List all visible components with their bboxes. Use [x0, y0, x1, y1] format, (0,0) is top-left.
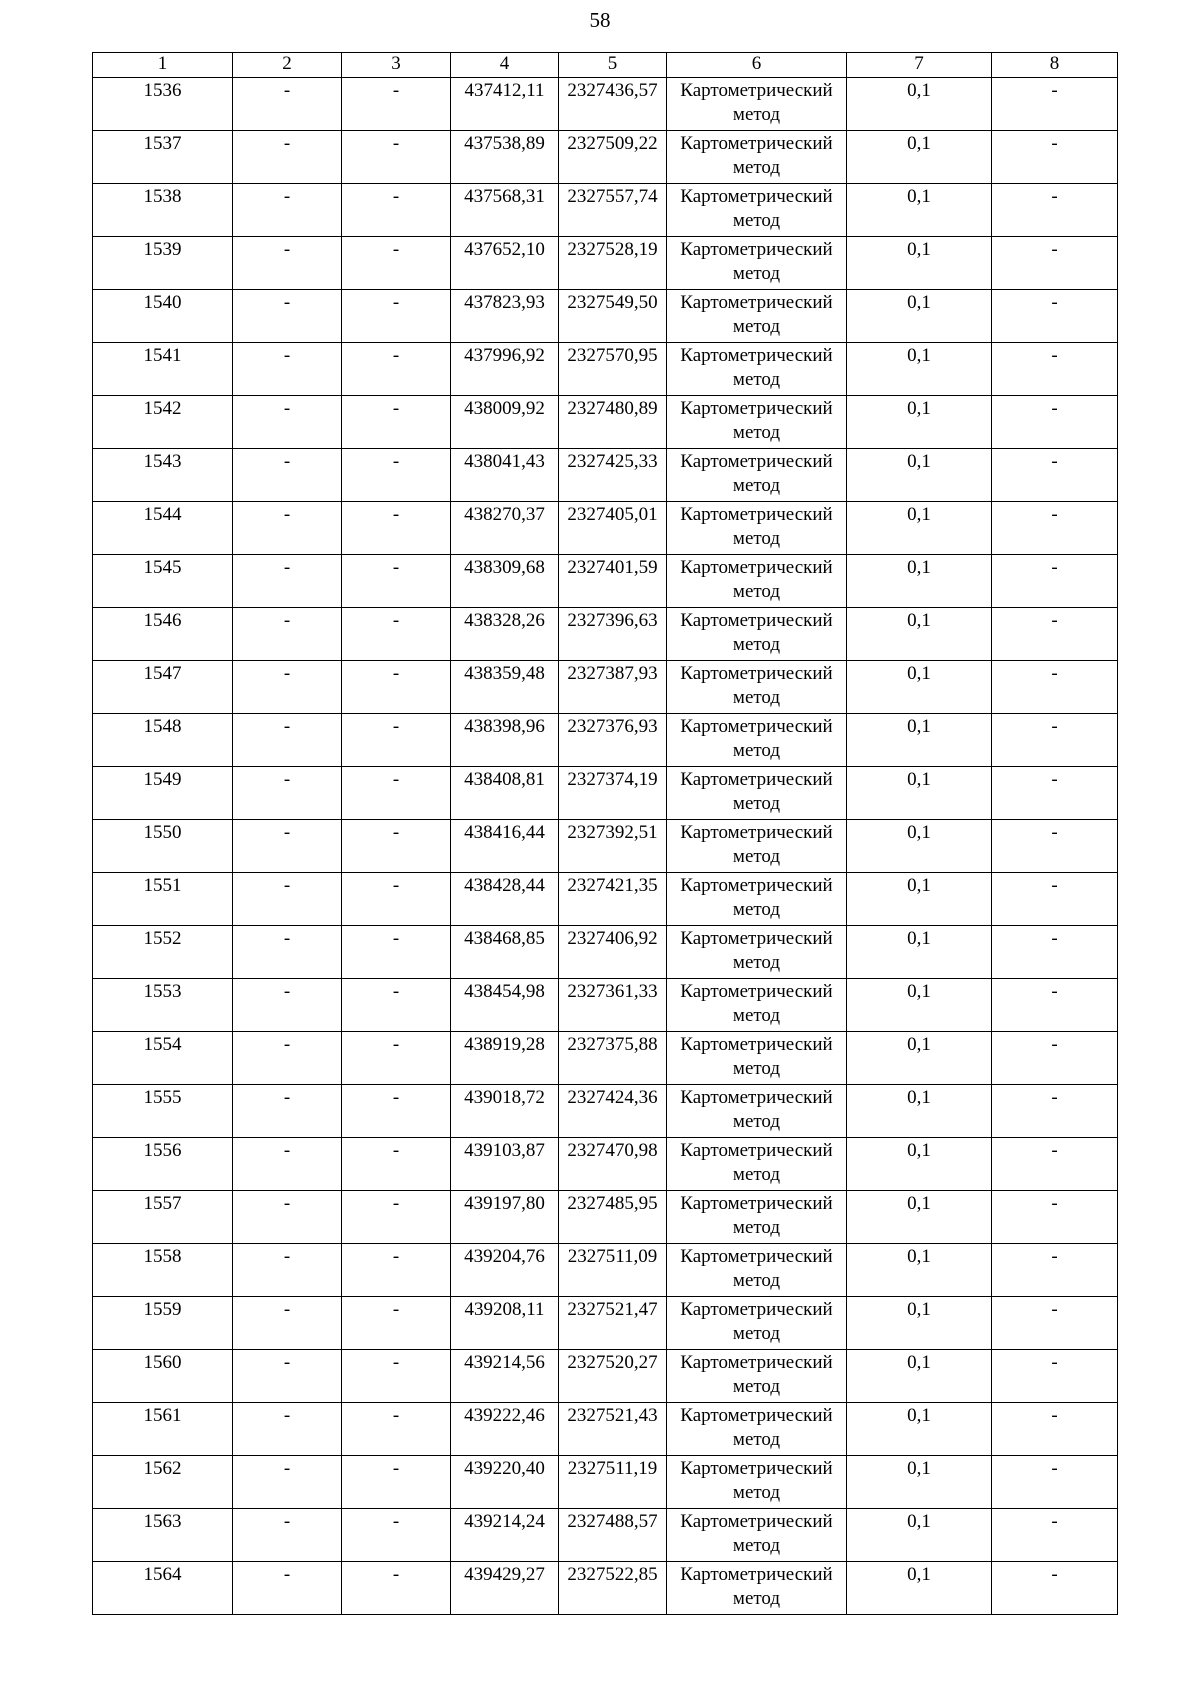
col3-cell: -	[342, 1297, 451, 1350]
col8-cell: -	[992, 237, 1118, 290]
point-number-cell: 1553	[93, 979, 233, 1032]
point-number-cell: 1554	[93, 1032, 233, 1085]
x-coordinate-cell: 437652,10	[451, 237, 559, 290]
col8-cell: -	[992, 1456, 1118, 1509]
x-coordinate-cell: 438041,43	[451, 449, 559, 502]
point-number-cell: 1545	[93, 555, 233, 608]
table-row	[93, 555, 1118, 608]
table-row	[93, 1138, 1118, 1191]
col8-cell: -	[992, 184, 1118, 237]
y-coordinate-cell: 2327557,74	[559, 184, 667, 237]
y-coordinate-cell: 2327392,51	[559, 820, 667, 873]
accuracy-cell: 0,1	[847, 290, 992, 343]
accuracy-cell: 0,1	[847, 131, 992, 184]
page-number: 58	[589, 8, 611, 32]
accuracy-cell: 0,1	[847, 926, 992, 979]
col2-cell: -	[233, 1085, 342, 1138]
method-cell: Картометрический метод	[667, 1297, 847, 1350]
col3-cell: -	[342, 661, 451, 714]
point-number-cell: 1563	[93, 1509, 233, 1562]
x-coordinate-cell: 438468,85	[451, 926, 559, 979]
col2-cell: -	[233, 1138, 342, 1191]
method-cell: Картометрический метод	[667, 343, 847, 396]
table-row	[93, 184, 1118, 237]
col3-cell: -	[342, 1244, 451, 1297]
x-coordinate-cell: 438270,37	[451, 502, 559, 555]
table-row	[93, 661, 1118, 714]
column-header: 2	[233, 53, 342, 78]
point-number-cell: 1541	[93, 343, 233, 396]
col3-cell: -	[342, 290, 451, 343]
point-number-cell: 1538	[93, 184, 233, 237]
point-number-cell: 1555	[93, 1085, 233, 1138]
col8-cell: -	[992, 396, 1118, 449]
table-row	[93, 396, 1118, 449]
x-coordinate-cell: 439429,27	[451, 1562, 559, 1615]
col3-cell: -	[342, 555, 451, 608]
method-cell: Картометрический метод	[667, 873, 847, 926]
table-row	[93, 1032, 1118, 1085]
table-row	[93, 1244, 1118, 1297]
col2-cell: -	[233, 502, 342, 555]
point-number-cell: 1549	[93, 767, 233, 820]
method-cell: Картометрический метод	[667, 661, 847, 714]
x-coordinate-cell: 438416,44	[451, 820, 559, 873]
point-number-cell: 1560	[93, 1350, 233, 1403]
accuracy-cell: 0,1	[847, 502, 992, 555]
y-coordinate-cell: 2327387,93	[559, 661, 667, 714]
table-row	[93, 608, 1118, 661]
col2-cell: -	[233, 1403, 342, 1456]
point-number-cell: 1559	[93, 1297, 233, 1350]
col8-cell: -	[992, 820, 1118, 873]
method-cell: Картометрический метод	[667, 1138, 847, 1191]
col8-cell: -	[992, 1562, 1118, 1615]
col2-cell: -	[233, 1456, 342, 1509]
col3-cell: -	[342, 78, 451, 131]
col8-cell: -	[992, 290, 1118, 343]
accuracy-cell: 0,1	[847, 555, 992, 608]
point-number-cell: 1542	[93, 396, 233, 449]
col8-cell: -	[992, 1085, 1118, 1138]
col8-cell: -	[992, 78, 1118, 131]
y-coordinate-cell: 2327406,92	[559, 926, 667, 979]
table-row	[93, 979, 1118, 1032]
accuracy-cell: 0,1	[847, 608, 992, 661]
table-row	[93, 502, 1118, 555]
accuracy-cell: 0,1	[847, 343, 992, 396]
y-coordinate-cell: 2327424,36	[559, 1085, 667, 1138]
col3-cell: -	[342, 1032, 451, 1085]
point-number-cell: 1562	[93, 1456, 233, 1509]
column-header: 1	[93, 53, 233, 78]
table-row	[93, 1297, 1118, 1350]
col2-cell: -	[233, 1509, 342, 1562]
table-row	[93, 873, 1118, 926]
col2-cell: -	[233, 131, 342, 184]
col8-cell: -	[992, 979, 1118, 1032]
x-coordinate-cell: 438359,48	[451, 661, 559, 714]
accuracy-cell: 0,1	[847, 1350, 992, 1403]
accuracy-cell: 0,1	[847, 661, 992, 714]
col2-cell: -	[233, 1297, 342, 1350]
x-coordinate-cell: 439208,11	[451, 1297, 559, 1350]
col2-cell: -	[233, 1244, 342, 1297]
y-coordinate-cell: 2327521,47	[559, 1297, 667, 1350]
col8-cell: -	[992, 1244, 1118, 1297]
col3-cell: -	[342, 184, 451, 237]
table-row	[93, 290, 1118, 343]
y-coordinate-cell: 2327528,19	[559, 237, 667, 290]
col2-cell: -	[233, 873, 342, 926]
x-coordinate-cell: 438454,98	[451, 979, 559, 1032]
table-header-row	[93, 53, 1118, 78]
method-cell: Картометрический метод	[667, 979, 847, 1032]
y-coordinate-cell: 2327421,35	[559, 873, 667, 926]
y-coordinate-cell: 2327361,33	[559, 979, 667, 1032]
table-row	[93, 78, 1118, 131]
col3-cell: -	[342, 502, 451, 555]
col3-cell: -	[342, 237, 451, 290]
column-header: 3	[342, 53, 451, 78]
method-cell: Картометрический метод	[667, 714, 847, 767]
col3-cell: -	[342, 1191, 451, 1244]
y-coordinate-cell: 2327436,57	[559, 78, 667, 131]
col3-cell: -	[342, 1509, 451, 1562]
method-cell: Картометрический метод	[667, 1191, 847, 1244]
point-number-cell: 1557	[93, 1191, 233, 1244]
col8-cell: -	[992, 714, 1118, 767]
accuracy-cell: 0,1	[847, 396, 992, 449]
col3-cell: -	[342, 396, 451, 449]
x-coordinate-cell: 439214,56	[451, 1350, 559, 1403]
accuracy-cell: 0,1	[847, 1085, 992, 1138]
table-row	[93, 1191, 1118, 1244]
x-coordinate-cell: 437538,89	[451, 131, 559, 184]
point-number-cell: 1558	[93, 1244, 233, 1297]
table-row	[93, 131, 1118, 184]
method-cell: Картометрический метод	[667, 1562, 847, 1615]
coordinates-table	[92, 52, 1118, 1615]
point-number-cell: 1546	[93, 608, 233, 661]
table-row	[93, 1562, 1118, 1615]
y-coordinate-cell: 2327509,22	[559, 131, 667, 184]
accuracy-cell: 0,1	[847, 1509, 992, 1562]
accuracy-cell: 0,1	[847, 1403, 992, 1456]
table-row	[93, 343, 1118, 396]
column-header: 8	[992, 53, 1118, 78]
col8-cell: -	[992, 1191, 1118, 1244]
method-cell: Картометрический метод	[667, 926, 847, 979]
col2-cell: -	[233, 78, 342, 131]
col2-cell: -	[233, 555, 342, 608]
accuracy-cell: 0,1	[847, 1562, 992, 1615]
x-coordinate-cell: 438919,28	[451, 1032, 559, 1085]
method-cell: Картометрический метод	[667, 1509, 847, 1562]
y-coordinate-cell: 2327374,19	[559, 767, 667, 820]
accuracy-cell: 0,1	[847, 78, 992, 131]
col3-cell: -	[342, 449, 451, 502]
col8-cell: -	[992, 1350, 1118, 1403]
x-coordinate-cell: 438009,92	[451, 396, 559, 449]
col8-cell: -	[992, 661, 1118, 714]
col3-cell: -	[342, 1085, 451, 1138]
accuracy-cell: 0,1	[847, 237, 992, 290]
method-cell: Картометрический метод	[667, 131, 847, 184]
point-number-cell: 1556	[93, 1138, 233, 1191]
accuracy-cell: 0,1	[847, 820, 992, 873]
method-cell: Картометрический метод	[667, 1456, 847, 1509]
x-coordinate-cell: 439214,24	[451, 1509, 559, 1562]
y-coordinate-cell: 2327485,95	[559, 1191, 667, 1244]
point-number-cell: 1543	[93, 449, 233, 502]
table-row	[93, 449, 1118, 502]
point-number-cell: 1547	[93, 661, 233, 714]
accuracy-cell: 0,1	[847, 1244, 992, 1297]
method-cell: Картометрический метод	[667, 1244, 847, 1297]
col3-cell: -	[342, 926, 451, 979]
y-coordinate-cell: 2327488,57	[559, 1509, 667, 1562]
point-number-cell: 1548	[93, 714, 233, 767]
method-cell: Картометрический метод	[667, 1350, 847, 1403]
y-coordinate-cell: 2327570,95	[559, 343, 667, 396]
col3-cell: -	[342, 714, 451, 767]
method-cell: Картометрический метод	[667, 502, 847, 555]
col8-cell: -	[992, 131, 1118, 184]
col3-cell: -	[342, 1456, 451, 1509]
x-coordinate-cell: 437823,93	[451, 290, 559, 343]
col2-cell: -	[233, 1032, 342, 1085]
col3-cell: -	[342, 1562, 451, 1615]
table-row	[93, 1509, 1118, 1562]
col8-cell: -	[992, 343, 1118, 396]
col2-cell: -	[233, 767, 342, 820]
table-row	[93, 820, 1118, 873]
col3-cell: -	[342, 608, 451, 661]
col8-cell: -	[992, 502, 1118, 555]
method-cell: Картометрический метод	[667, 78, 847, 131]
x-coordinate-cell: 439204,76	[451, 1244, 559, 1297]
x-coordinate-cell: 439018,72	[451, 1085, 559, 1138]
x-coordinate-cell: 438328,26	[451, 608, 559, 661]
col8-cell: -	[992, 767, 1118, 820]
col8-cell: -	[992, 608, 1118, 661]
col2-cell: -	[233, 184, 342, 237]
column-header: 6	[667, 53, 847, 78]
col3-cell: -	[342, 873, 451, 926]
accuracy-cell: 0,1	[847, 449, 992, 502]
table-row	[93, 237, 1118, 290]
column-header: 7	[847, 53, 992, 78]
method-cell: Картометрический метод	[667, 1032, 847, 1085]
col2-cell: -	[233, 926, 342, 979]
x-coordinate-cell: 438309,68	[451, 555, 559, 608]
point-number-cell: 1540	[93, 290, 233, 343]
x-coordinate-cell: 439222,46	[451, 1403, 559, 1456]
y-coordinate-cell: 2327376,93	[559, 714, 667, 767]
y-coordinate-cell: 2327522,85	[559, 1562, 667, 1615]
col2-cell: -	[233, 608, 342, 661]
table-row	[93, 1403, 1118, 1456]
method-cell: Картометрический метод	[667, 1085, 847, 1138]
col2-cell: -	[233, 396, 342, 449]
table-body	[93, 78, 1118, 1615]
x-coordinate-cell: 439103,87	[451, 1138, 559, 1191]
col2-cell: -	[233, 343, 342, 396]
table-row	[93, 1085, 1118, 1138]
method-cell: Картометрический метод	[667, 396, 847, 449]
col3-cell: -	[342, 767, 451, 820]
method-cell: Картометрический метод	[667, 184, 847, 237]
point-number-cell: 1539	[93, 237, 233, 290]
col2-cell: -	[233, 979, 342, 1032]
y-coordinate-cell: 2327405,01	[559, 502, 667, 555]
col8-cell: -	[992, 926, 1118, 979]
table-row	[93, 767, 1118, 820]
col2-cell: -	[233, 661, 342, 714]
x-coordinate-cell: 439220,40	[451, 1456, 559, 1509]
col3-cell: -	[342, 1138, 451, 1191]
col8-cell: -	[992, 1032, 1118, 1085]
accuracy-cell: 0,1	[847, 1138, 992, 1191]
col8-cell: -	[992, 1509, 1118, 1562]
x-coordinate-cell: 438398,96	[451, 714, 559, 767]
col3-cell: -	[342, 820, 451, 873]
y-coordinate-cell: 2327375,88	[559, 1032, 667, 1085]
table-row	[93, 1456, 1118, 1509]
point-number-cell: 1537	[93, 131, 233, 184]
point-number-cell: 1544	[93, 502, 233, 555]
method-cell: Картометрический метод	[667, 449, 847, 502]
col8-cell: -	[992, 555, 1118, 608]
col3-cell: -	[342, 343, 451, 396]
y-coordinate-cell: 2327470,98	[559, 1138, 667, 1191]
col8-cell: -	[992, 873, 1118, 926]
method-cell: Картометрический метод	[667, 555, 847, 608]
col8-cell: -	[992, 449, 1118, 502]
y-coordinate-cell: 2327520,27	[559, 1350, 667, 1403]
col3-cell: -	[342, 1403, 451, 1456]
method-cell: Картометрический метод	[667, 820, 847, 873]
x-coordinate-cell: 439197,80	[451, 1191, 559, 1244]
accuracy-cell: 0,1	[847, 1032, 992, 1085]
y-coordinate-cell: 2327511,09	[559, 1244, 667, 1297]
point-number-cell: 1536	[93, 78, 233, 131]
accuracy-cell: 0,1	[847, 1456, 992, 1509]
col2-cell: -	[233, 290, 342, 343]
point-number-cell: 1552	[93, 926, 233, 979]
x-coordinate-cell: 437412,11	[451, 78, 559, 131]
y-coordinate-cell: 2327396,63	[559, 608, 667, 661]
accuracy-cell: 0,1	[847, 873, 992, 926]
method-cell: Картометрический метод	[667, 767, 847, 820]
accuracy-cell: 0,1	[847, 184, 992, 237]
method-cell: Картометрический метод	[667, 237, 847, 290]
col2-cell: -	[233, 714, 342, 767]
y-coordinate-cell: 2327425,33	[559, 449, 667, 502]
x-coordinate-cell: 438408,81	[451, 767, 559, 820]
col2-cell: -	[233, 1350, 342, 1403]
method-cell: Картометрический метод	[667, 608, 847, 661]
y-coordinate-cell: 2327521,43	[559, 1403, 667, 1456]
point-number-cell: 1551	[93, 873, 233, 926]
point-number-cell: 1561	[93, 1403, 233, 1456]
col3-cell: -	[342, 1350, 451, 1403]
method-cell: Картометрический метод	[667, 290, 847, 343]
accuracy-cell: 0,1	[847, 714, 992, 767]
column-header: 5	[559, 53, 667, 78]
col8-cell: -	[992, 1138, 1118, 1191]
col2-cell: -	[233, 237, 342, 290]
col2-cell: -	[233, 820, 342, 873]
y-coordinate-cell: 2327549,50	[559, 290, 667, 343]
col3-cell: -	[342, 979, 451, 1032]
y-coordinate-cell: 2327401,59	[559, 555, 667, 608]
accuracy-cell: 0,1	[847, 1297, 992, 1350]
col2-cell: -	[233, 1191, 342, 1244]
method-cell: Картометрический метод	[667, 1403, 847, 1456]
col2-cell: -	[233, 1562, 342, 1615]
table-row	[93, 714, 1118, 767]
accuracy-cell: 0,1	[847, 1191, 992, 1244]
col2-cell: -	[233, 449, 342, 502]
x-coordinate-cell: 437568,31	[451, 184, 559, 237]
x-coordinate-cell: 437996,92	[451, 343, 559, 396]
x-coordinate-cell: 438428,44	[451, 873, 559, 926]
y-coordinate-cell: 2327511,19	[559, 1456, 667, 1509]
accuracy-cell: 0,1	[847, 979, 992, 1032]
accuracy-cell: 0,1	[847, 767, 992, 820]
col8-cell: -	[992, 1403, 1118, 1456]
y-coordinate-cell: 2327480,89	[559, 396, 667, 449]
table-row	[93, 1350, 1118, 1403]
col8-cell: -	[992, 1297, 1118, 1350]
point-number-cell: 1564	[93, 1562, 233, 1615]
table-row	[93, 926, 1118, 979]
point-number-cell: 1550	[93, 820, 233, 873]
column-header: 4	[451, 53, 559, 78]
col3-cell: -	[342, 131, 451, 184]
